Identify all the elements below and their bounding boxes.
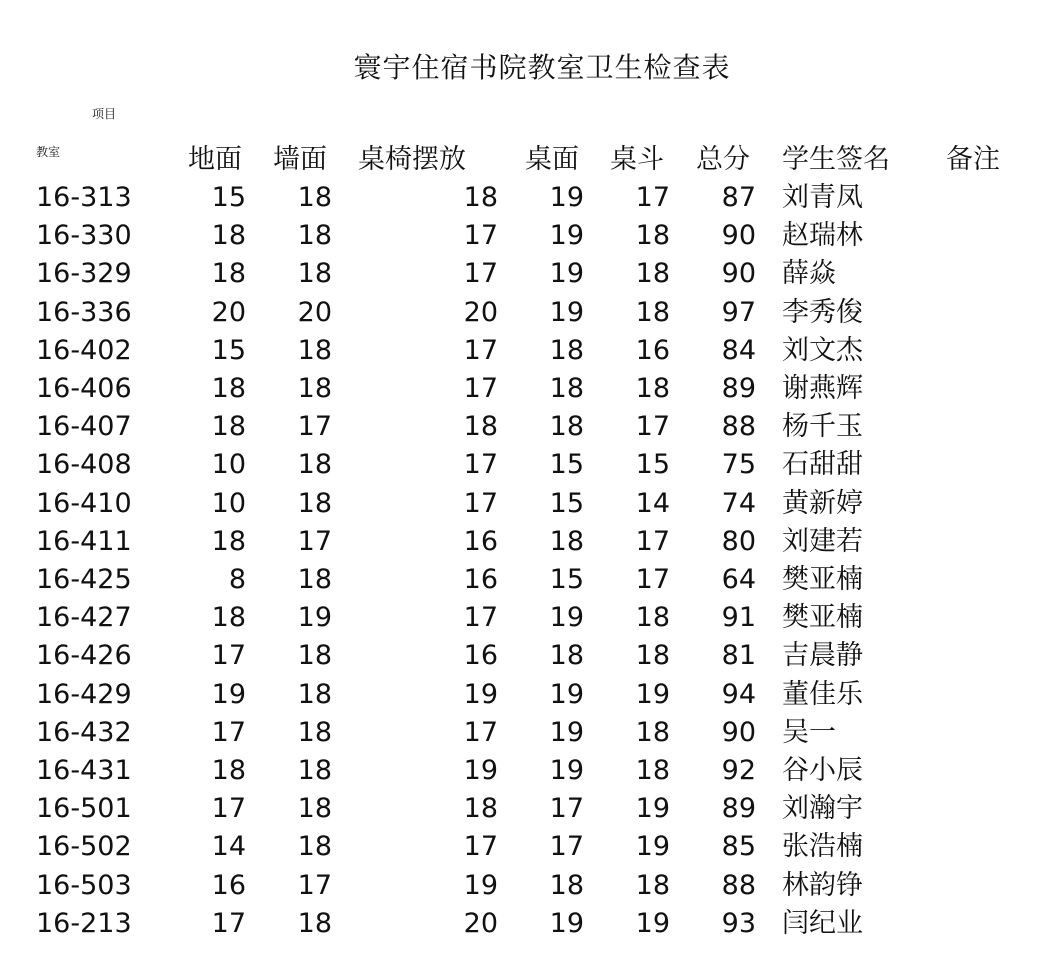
cell-floor: 15: [211, 182, 246, 213]
cell-desk-surface: 15: [549, 564, 584, 595]
cell-total: 64: [721, 564, 756, 595]
cell-desk-drawer: 18: [635, 373, 670, 404]
corner-label-classroom: 教室: [36, 145, 61, 159]
cell-wall: 18: [297, 258, 332, 290]
cell-floor: 17: [211, 640, 246, 672]
cell-student-signature: 刘青凤: [782, 182, 863, 213]
cell-student-signature: 薛焱: [782, 258, 836, 290]
cell-wall: 17: [297, 411, 332, 443]
cell-floor: 18: [211, 602, 246, 634]
header-chair-arrangement: 桌椅摆放: [358, 144, 466, 175]
cell-desk-surface: 17: [549, 831, 584, 863]
cell-room: 16-431: [36, 755, 132, 786]
cell-student-signature: 李秀俊: [782, 296, 863, 328]
cell-wall: 18: [297, 182, 332, 213]
cell-floor: 18: [211, 755, 246, 786]
cell-chair-arrangement: 17: [463, 487, 498, 519]
cell-floor: 15: [211, 334, 246, 366]
cell-total: 90: [721, 716, 756, 748]
cell-desk-drawer: 17: [635, 411, 670, 443]
cell-chair-arrangement: 19: [463, 869, 498, 901]
cell-student-signature: 黄新婷: [782, 487, 863, 519]
cell-student-signature: 谷小辰: [782, 755, 863, 786]
cell-total: 87: [721, 182, 756, 213]
cell-total: 91: [721, 602, 756, 634]
cell-floor: 17: [211, 793, 246, 825]
cell-desk-drawer: 18: [635, 258, 670, 290]
cell-desk-drawer: 18: [635, 640, 670, 672]
cell-chair-arrangement: 17: [463, 716, 498, 748]
cell-total: 89: [721, 373, 756, 404]
cell-desk-drawer: 19: [635, 678, 670, 710]
cell-desk-surface: 19: [549, 296, 584, 328]
cell-student-signature: 刘瀚宇: [782, 793, 863, 825]
table-row: [0, 523, 1056, 561]
cell-room: 16-429: [36, 678, 132, 710]
cell-student-signature: 吴一: [782, 716, 836, 748]
cell-desk-drawer: 18: [635, 296, 670, 328]
cell-wall: 18: [297, 220, 332, 252]
cell-wall: 18: [297, 564, 332, 595]
header-student-signature: 学生签名: [782, 144, 890, 175]
cell-room: 16-313: [36, 182, 132, 213]
cell-student-signature: 张浩楠: [782, 831, 863, 863]
cell-room: 16-411: [36, 525, 132, 557]
cell-room: 16-410: [36, 487, 132, 519]
cell-student-signature: 董佳乐: [782, 678, 863, 710]
table-row: [0, 255, 1056, 293]
cell-chair-arrangement: 18: [463, 793, 498, 825]
header-remarks: 备注: [946, 144, 1000, 175]
cell-desk-surface: 19: [549, 907, 584, 939]
cell-room: 16-425: [36, 564, 132, 595]
cell-desk-surface: 18: [549, 869, 584, 901]
cell-desk-surface: 19: [549, 182, 584, 213]
header-desk-surface: 桌面: [525, 144, 579, 175]
cell-desk-drawer: 18: [635, 869, 670, 901]
cell-student-signature: 樊亚楠: [782, 602, 863, 634]
cell-room: 16-402: [36, 334, 132, 366]
table-row: [0, 408, 1056, 446]
cell-desk-surface: 15: [549, 449, 584, 481]
cell-desk-drawer: 17: [635, 525, 670, 557]
table-row: [0, 752, 1056, 790]
cell-student-signature: 林韵铮: [782, 869, 863, 901]
cell-wall: 19: [297, 602, 332, 634]
table-row: [0, 446, 1056, 484]
cell-wall: 18: [297, 755, 332, 786]
cell-wall: 18: [297, 678, 332, 710]
cell-wall: 18: [297, 831, 332, 863]
table-row: [0, 370, 1056, 408]
cell-desk-drawer: 16: [635, 334, 670, 366]
cell-desk-drawer: 17: [635, 564, 670, 595]
cell-desk-surface: 19: [549, 716, 584, 748]
cell-desk-surface: 18: [549, 525, 584, 557]
cell-total: 84: [721, 334, 756, 366]
cell-total: 80: [721, 525, 756, 557]
cell-wall: 20: [297, 296, 332, 328]
table-row: [0, 828, 1056, 866]
cell-chair-arrangement: 16: [463, 525, 498, 557]
table-row: [0, 179, 1056, 217]
cell-floor: 10: [211, 449, 246, 481]
cell-floor: 18: [211, 220, 246, 252]
cell-student-signature: 杨千玉: [782, 411, 863, 443]
cell-floor: 17: [211, 716, 246, 748]
cell-student-signature: 闫纪业: [782, 907, 863, 939]
cell-chair-arrangement: 19: [463, 755, 498, 786]
cell-desk-drawer: 19: [635, 793, 670, 825]
table-row: [0, 217, 1056, 255]
page-title: 寰宇住宿书院教室卫生检查表: [353, 51, 731, 84]
header-floor: 地面: [188, 144, 242, 175]
header-wall: 墙面: [273, 144, 327, 175]
cell-room: 16-427: [36, 602, 132, 634]
cell-chair-arrangement: 17: [463, 334, 498, 366]
cell-floor: 14: [211, 831, 246, 863]
cell-floor: 17: [211, 907, 246, 939]
table-row: [0, 561, 1056, 599]
cell-desk-drawer: 18: [635, 220, 670, 252]
cell-desk-drawer: 18: [635, 602, 670, 634]
cell-desk-drawer: 19: [635, 907, 670, 939]
cell-total: 88: [721, 869, 756, 901]
table-row: [0, 599, 1056, 637]
cell-wall: 17: [297, 869, 332, 901]
header-desk-drawer: 桌斗: [610, 144, 664, 175]
cell-wall: 18: [297, 487, 332, 519]
cell-chair-arrangement: 17: [463, 373, 498, 404]
cell-total: 81: [721, 640, 756, 672]
cell-total: 74: [721, 487, 756, 519]
cell-desk-surface: 19: [549, 755, 584, 786]
cell-desk-drawer: 15: [635, 449, 670, 481]
cell-floor: 18: [211, 258, 246, 290]
cell-chair-arrangement: 16: [463, 640, 498, 672]
cell-desk-surface: 19: [549, 602, 584, 634]
cell-wall: 18: [297, 334, 332, 366]
corner-label-item: 项目: [92, 107, 117, 121]
cell-chair-arrangement: 20: [463, 296, 498, 328]
cell-floor: 16: [211, 869, 246, 901]
cell-floor: 19: [211, 678, 246, 710]
cell-total: 93: [721, 907, 756, 939]
cell-chair-arrangement: 17: [463, 220, 498, 252]
cell-room: 16-503: [36, 869, 132, 901]
table-header: [0, 140, 1056, 180]
cell-total: 85: [721, 831, 756, 863]
cell-total: 90: [721, 258, 756, 290]
cell-student-signature: 吉晨静: [782, 640, 863, 672]
cell-wall: 18: [297, 640, 332, 672]
cell-total: 94: [721, 678, 756, 710]
cell-wall: 18: [297, 373, 332, 404]
cell-floor: 18: [211, 411, 246, 443]
cell-desk-drawer: 18: [635, 755, 670, 786]
cell-chair-arrangement: 16: [463, 564, 498, 595]
cell-desk-surface: 17: [549, 793, 584, 825]
table-row: [0, 676, 1056, 714]
cell-room: 16-329: [36, 258, 132, 290]
cell-floor: 18: [211, 525, 246, 557]
cell-total: 97: [721, 296, 756, 328]
table-row: [0, 790, 1056, 828]
cell-desk-surface: 19: [549, 678, 584, 710]
cell-room: 16-407: [36, 411, 132, 443]
cell-room: 16-502: [36, 831, 132, 863]
cell-total: 75: [721, 449, 756, 481]
cell-desk-surface: 18: [549, 373, 584, 404]
cell-room: 16-432: [36, 716, 132, 748]
table-row: [0, 294, 1056, 332]
cell-desk-drawer: 17: [635, 182, 670, 213]
table-row: [0, 485, 1056, 523]
table-row: [0, 637, 1056, 675]
cell-chair-arrangement: 18: [463, 411, 498, 443]
header-total: 总分: [696, 144, 750, 175]
table-row: [0, 332, 1056, 370]
cell-room: 16-501: [36, 793, 132, 825]
cell-desk-drawer: 14: [635, 487, 670, 519]
cell-desk-surface: 19: [549, 220, 584, 252]
cell-desk-drawer: 19: [635, 831, 670, 863]
table-row: [0, 905, 1056, 943]
cell-desk-drawer: 18: [635, 716, 670, 748]
table-row: [0, 867, 1056, 905]
cell-desk-surface: 18: [549, 411, 584, 443]
cell-total: 88: [721, 411, 756, 443]
cell-chair-arrangement: 17: [463, 602, 498, 634]
cell-floor: 18: [211, 373, 246, 404]
cell-student-signature: 刘文杰: [782, 334, 863, 366]
cell-floor: 20: [211, 296, 246, 328]
cell-wall: 18: [297, 907, 332, 939]
cell-desk-surface: 15: [549, 487, 584, 519]
cell-floor: 10: [211, 487, 246, 519]
cell-room: 16-406: [36, 373, 132, 404]
cell-chair-arrangement: 17: [463, 258, 498, 290]
cell-total: 89: [721, 793, 756, 825]
cell-total: 92: [721, 755, 756, 786]
cell-student-signature: 刘建若: [782, 525, 863, 557]
cell-floor: 8: [228, 564, 246, 595]
cell-desk-surface: 18: [549, 334, 584, 366]
cell-student-signature: 赵瑞林: [782, 220, 863, 252]
cell-wall: 18: [297, 716, 332, 748]
cell-chair-arrangement: 19: [463, 678, 498, 710]
cell-student-signature: 谢燕辉: [782, 373, 863, 404]
cell-chair-arrangement: 18: [463, 182, 498, 213]
cell-wall: 18: [297, 449, 332, 481]
cell-chair-arrangement: 17: [463, 449, 498, 481]
table-row: [0, 714, 1056, 752]
cell-chair-arrangement: 20: [463, 907, 498, 939]
cell-student-signature: 石甜甜: [782, 449, 863, 481]
cell-desk-surface: 18: [549, 640, 584, 672]
cell-chair-arrangement: 17: [463, 831, 498, 863]
cell-total: 90: [721, 220, 756, 252]
cell-room: 16-336: [36, 296, 132, 328]
cell-desk-surface: 19: [549, 258, 584, 290]
cell-room: 16-213: [36, 907, 132, 939]
cell-room: 16-330: [36, 220, 132, 252]
cell-wall: 18: [297, 793, 332, 825]
cell-wall: 17: [297, 525, 332, 557]
cell-student-signature: 樊亚楠: [782, 564, 863, 595]
cell-room: 16-426: [36, 640, 132, 672]
cell-room: 16-408: [36, 449, 132, 481]
